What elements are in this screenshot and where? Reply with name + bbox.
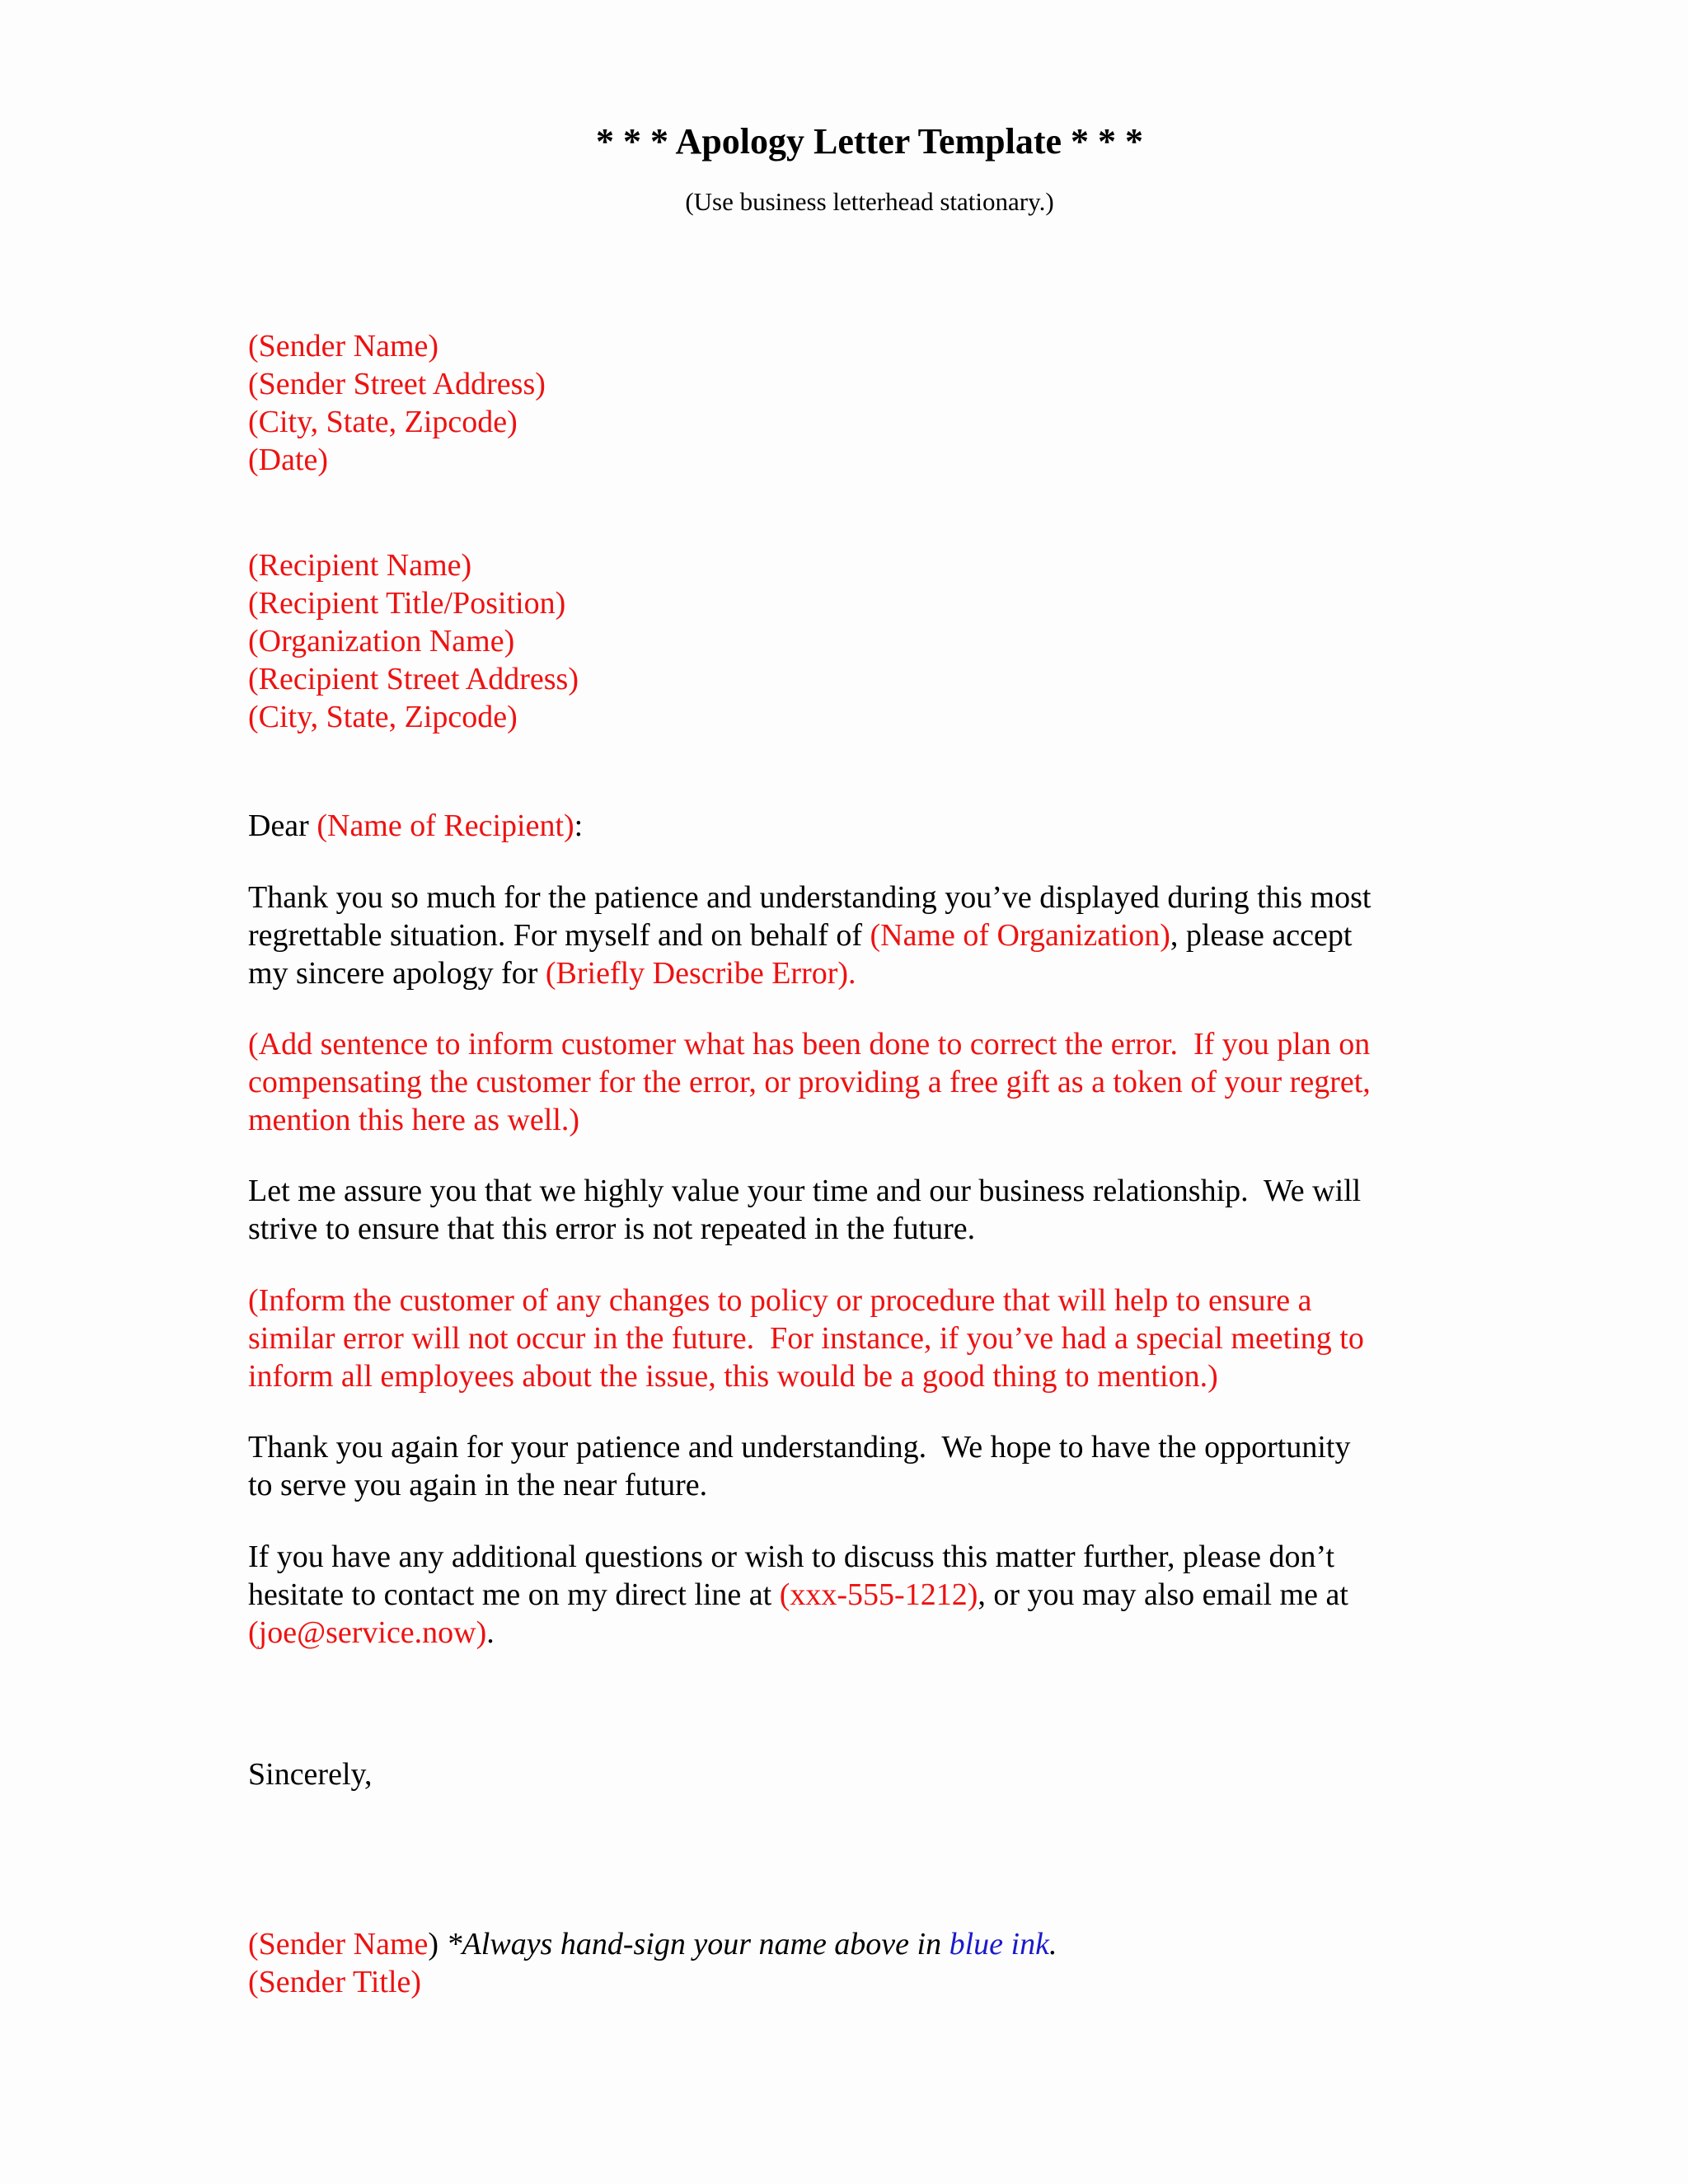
paragraph-text: my sincere apology for [248,956,546,991]
paragraph-line: strive to ensure that this error is not repeated in the future. [248,1212,976,1246]
signature-name: (Sender Name [248,1927,429,1961]
error-placeholder: (Briefly Describe Error). [545,956,856,991]
recipient-name: (Recipient Name) [248,548,472,583]
sender-block [248,327,1484,479]
blue-ink-note: blue ink [949,1927,1049,1961]
letter-date: (Date) [248,443,329,477]
closing-text: Sincerely, [248,1757,373,1792]
paragraph-thanks-again [248,1428,1484,1504]
organization-name: (Organization Name) [248,624,515,658]
paragraph-line: (Inform the customer of any changes to policy or procedure that will help to ensure a [248,1283,1312,1318]
paragraph-line: similar error will not occur in the future. For instance, if you’ve had a special meeting to [248,1321,1364,1356]
email-placeholder: (joe@service.now) [248,1615,487,1650]
paragraph-text: , please accept [1170,918,1353,953]
paragraph-text: regrettable situation. For myself and on behalf of [248,918,870,953]
signature-paren: ) [428,1927,439,1961]
salutation [248,807,1484,845]
recipient-title: (Recipient Title/Position) [248,586,566,621]
sender-name: (Sender Name) [248,329,439,363]
paragraph-line: If you have any additional questions or wish to discuss this matter further, please don’t [248,1540,1335,1574]
page-title: * * * Apology Letter Template * * * [595,121,1144,162]
recipient-block [248,546,1484,736]
paragraph-line: compensating the customer for the error, or providing a free gift as a token of your regret, [248,1065,1371,1099]
paragraph-text: . [486,1615,495,1650]
signature-title: (Sender Title) [248,1965,422,1999]
signature-note-end: . [1048,1927,1057,1961]
salutation-suffix: : [574,808,584,843]
paragraph-assurance [248,1172,1484,1248]
recipient-city: (City, State, Zipcode) [248,700,518,734]
page-subtitle: (Use business letterhead stationary.) [685,187,1054,216]
paragraph-thanks [248,879,1484,992]
signature-block [248,1925,1484,2001]
paragraph-line: Let me assure you that we highly value your time and our business relationship. We will [248,1174,1362,1208]
paragraph-contact [248,1538,1484,1652]
recipient-street: (Recipient Street Address) [248,662,579,696]
paragraph-line: inform all employees about the issue, this would be a good thing to mention.) [248,1359,1218,1394]
sender-city: (City, State, Zipcode) [248,405,518,439]
salutation-prefix: Dear [248,808,317,843]
paragraph-policy-placeholder [248,1282,1484,1395]
paragraph-line: to serve you again in the near future. [248,1468,708,1502]
phone-placeholder: (xxx-555-1212) [779,1577,978,1612]
paragraph-text: hesitate to contact me on my direct line at [248,1577,780,1612]
paragraph-text: , or you may also email me at [978,1577,1348,1612]
paragraph-line: Thank you again for your patience and understanding. We hope to have the opportunity [248,1430,1351,1465]
salutation-name: (Name of Recipient) [316,808,574,843]
paragraph-line: Thank you so much for the patience and understanding you’ve displayed during this most [248,880,1372,915]
signature-note: *Always hand-sign your name above in [438,1927,950,1961]
paragraph-correction-placeholder [248,1025,1484,1139]
sender-street: (Sender Street Address) [248,367,546,401]
paragraph-line: (Add sentence to inform customer what has been done to correct the error. If you plan on [248,1027,1371,1062]
paragraph-line: mention this here as well.) [248,1103,580,1137]
organization-placeholder: (Name of Organization) [870,918,1170,953]
closing [248,1755,1484,1793]
